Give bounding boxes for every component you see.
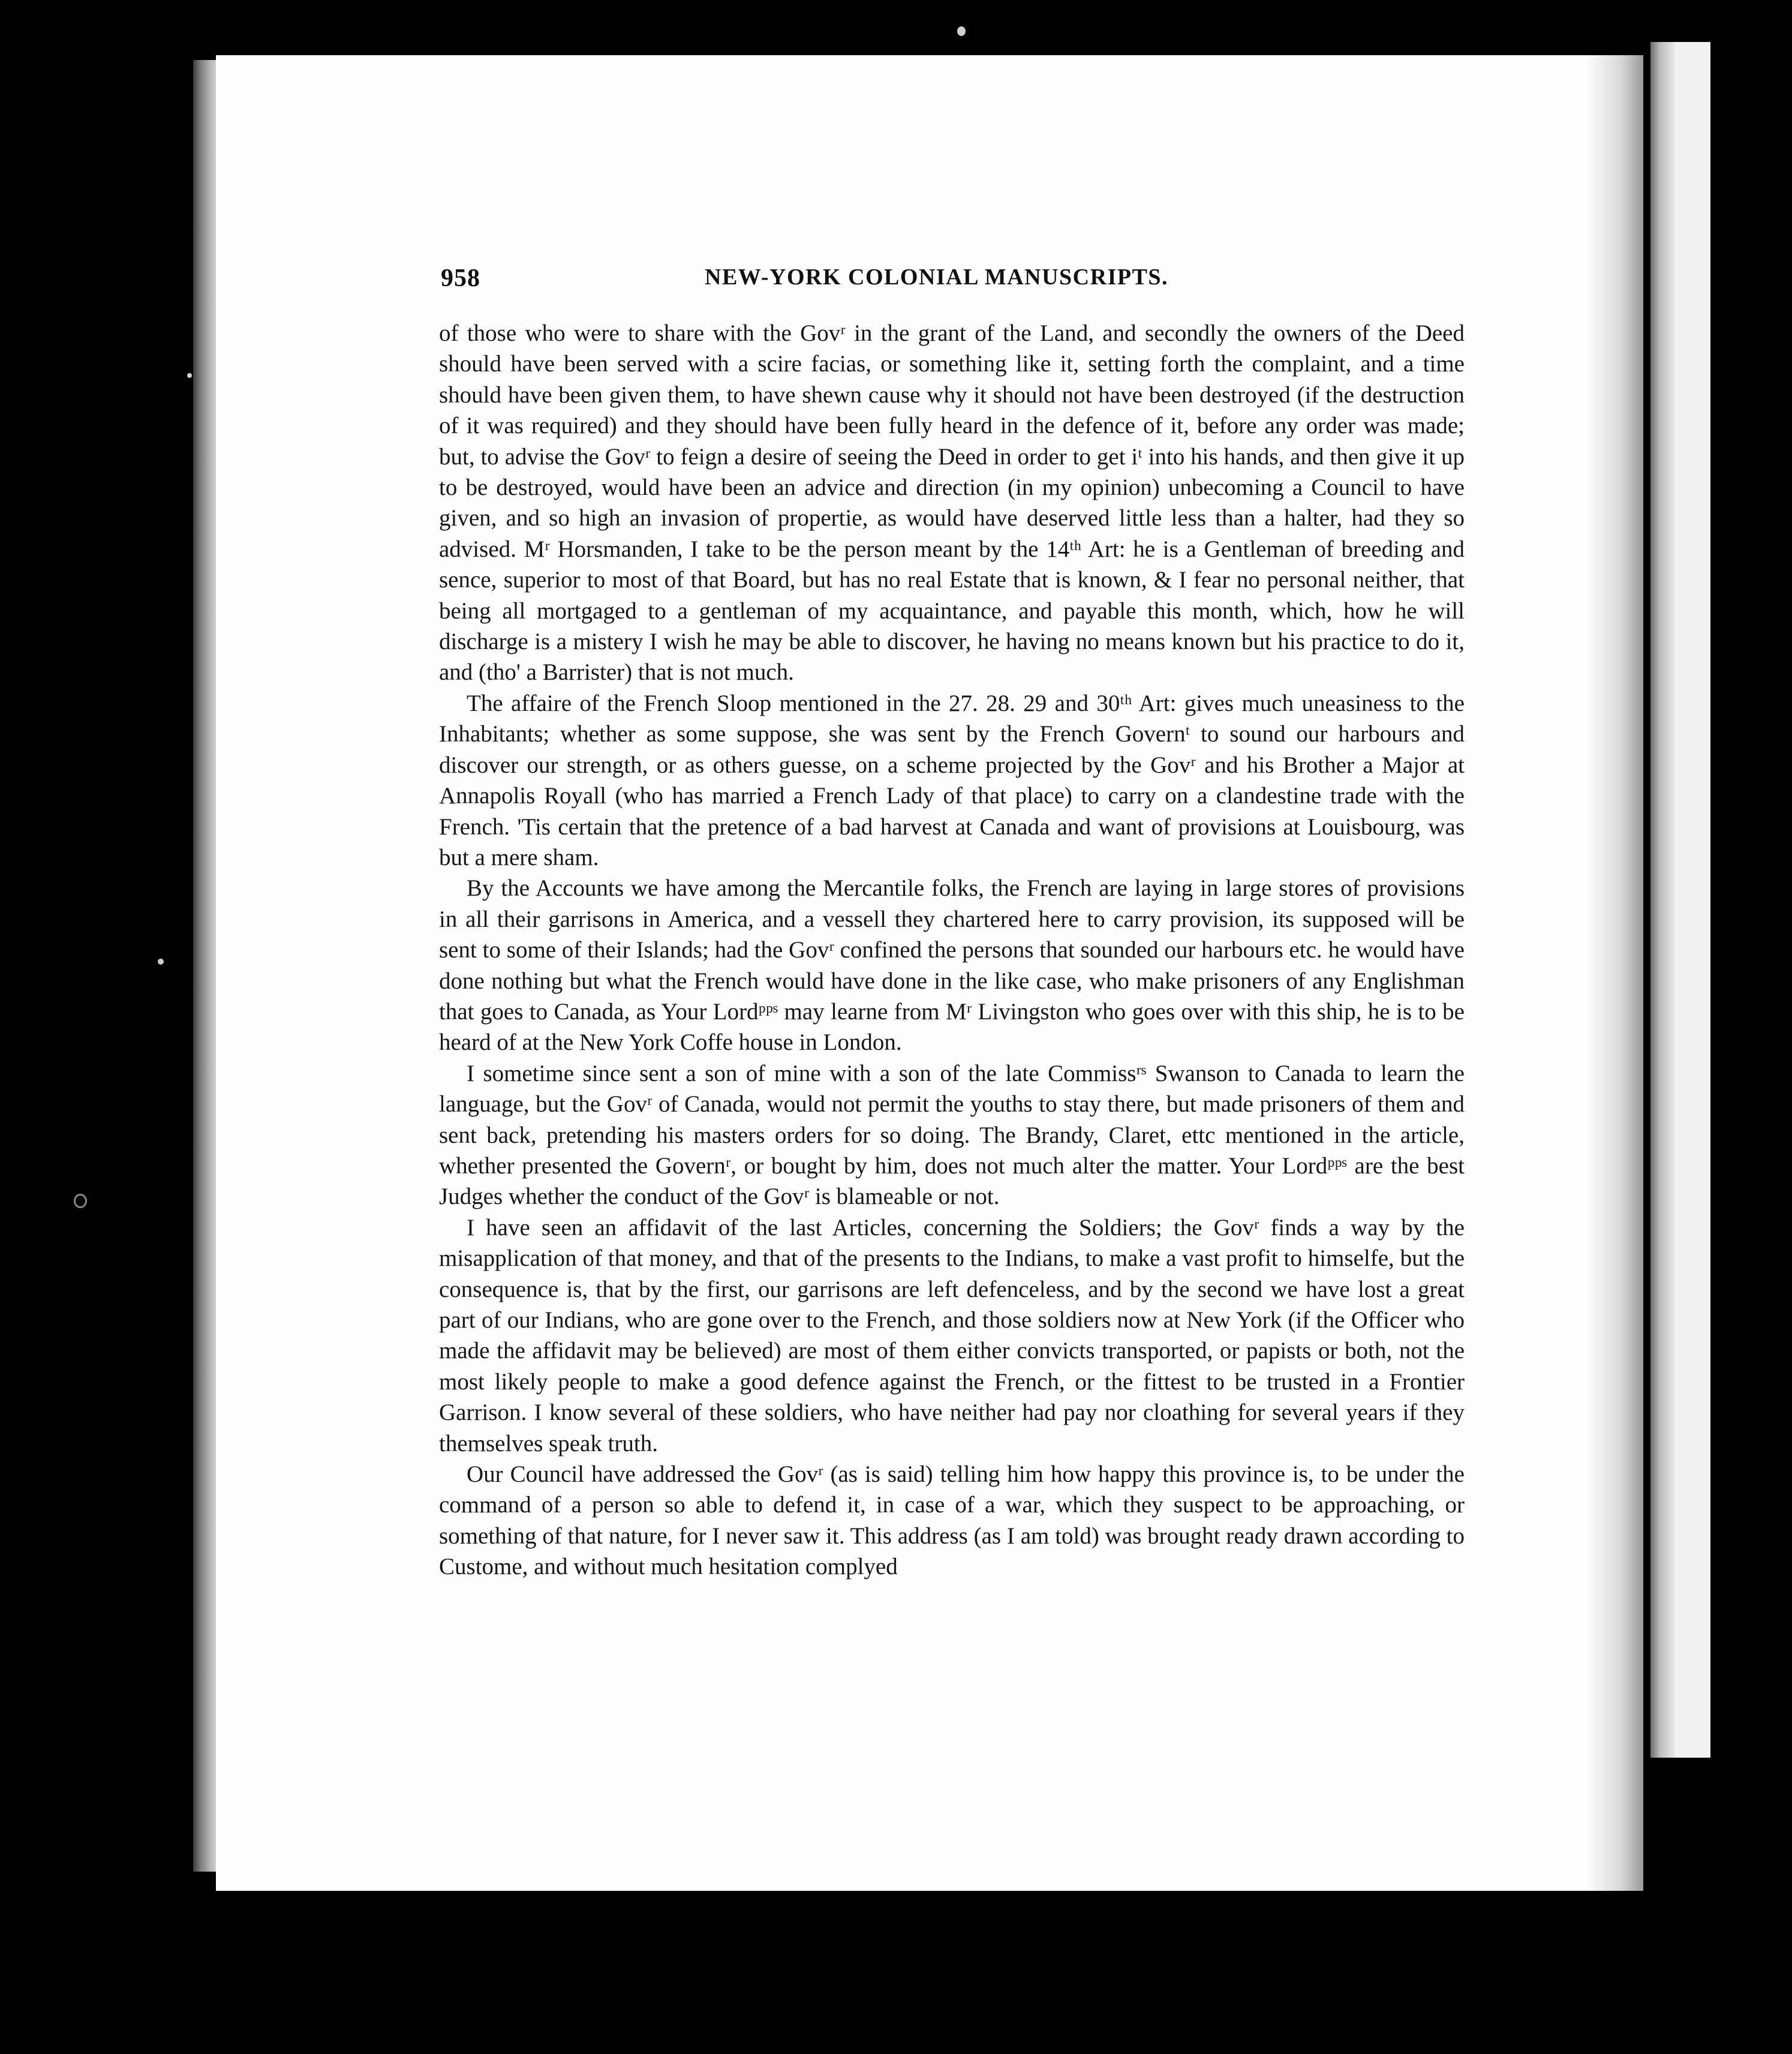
paragraph: I have seen an affidavit of the last Articles, concerning the Soldiers; the Govʳ finds a way by the misapplication of that money, and that of the presents to the Indians, to make a vast profit to himselfe, but the consequence is, that by the first, our garrisons are left defenceless, and by the second we have lost a great part of our Indians, who are gone over to the French, and those soldiers now at New York (if the Officer who made the affidavit may be believed) are most of them either convicts transported, or papists or both, not the most likely people to make a good defence against the French, or the fittest to be trusted in a Frontier Garrison. I know several of these soldiers, who have neither had pay nor cloathing for several years if they themselves speak truth. [439,1214,1465,1457]
next-page-edge [1650,42,1674,1758]
running-title: NEW-YORK COLONIAL MANUSCRIPTS. [705,265,1169,290]
paragraph: Our Council have addressed the Govʳ (as is said) telling him how happy this province is, to be under the command of a person so able to defend it, in case of a war, which they suspect to be approaching, or something of that nature, for I never saw it. This address (as I am told) was brought ready drawn according to Custome, and without much hesitation complyed [439,1461,1465,1580]
paragraph: of those who were to share with the Govʳ in the grant of the Land, and secondly the owners of the Deed should have been served with a scire facias, or something like it, setting forth the complaint, and a time should have been given them, to have shewn cause why it should not have been destroyed (if the destruction of it was required) and they should have been fully heard in the defence of it, before any order was made; but, to advise the Govʳ to feign a desire of seeing the Deed in order to get iᵗ into his hands, and then give it up to be destroyed, would have been an advice and direction (in my opinion) unbecoming a Council to have given, and so high an invasion of propertie, as would have deserved little less than a halter, had they so advised. Mʳ Horsmanden, I take to be the person meant by the 14ᵗʰ Art: he is a Gentleman of breeding and sence, superior to most of that Board, but has no real Estate that is known, & I fear no personal neither, that being all mortgaged to a gentleman of my acquaintance, and payable this month, which, how he will discharge is a mistery I wish he may be able to discover, he having no means known but his practice to do it, and (tho' a Barrister) that is not much. [439,320,1465,686]
scan-speck [158,959,164,965]
body-text [439,318,1465,1582]
next-page-strip [1674,42,1710,1758]
scan-speck [74,1194,87,1208]
scan-speck [957,26,966,36]
page-number: 958 [441,265,480,292]
paragraph: I sometime since sent a son of mine with a son of the late Commissʳˢ Swanson to Canada to learn the language, but the Govʳ of Canada, would not permit the youths to stay there, but made prisoners of them and sent back, pretending his masters orders for so doing. The Brandy, Claret, ettc mentioned in the article, whether presented the Governʳ, or bought by him, does not much alter the matter. Your Lordᵖᵖˢ are the best Judges whether the conduct of the Govʳ is blameable or not. [439,1060,1465,1210]
paragraph: By the Accounts we have among the Mercantile folks, the French are laying in large stores of provisions in all their garrisons in America, and a vessell they chartered here to carry provision, its supposed will be sent to some of their Islands; had the Govʳ confined the persons that sounded our harbours etc. he would have done nothing but what the French would have done in the like case, who make prisoners of any Englishman that goes to Canada, as Your Lordᵖᵖˢ may learne from Mʳ Livingston who goes over with this ship, he is to be heard of at the New York Coffe house in London. [439,875,1465,1056]
page-right-shadow [1586,55,1643,1891]
page-header [441,264,1460,306]
scan-speck [187,373,192,378]
page-gutter-shadow [193,60,218,1872]
paragraph: The affaire of the French Sloop mentioned in the 27. 28. 29 and 30ᵗʰ Art: gives much uneasiness to the Inhabitants; whether as some suppose, she was sent by the French Governᵗ to sound our harbours and discover our strength, or as others guesse, on a scheme projected by the Govʳ and his Brother a Major at Annapolis Royall (who has married a French Lady of that place) to carry on a clandestine trade with the French. 'Tis certain that the pretence of a bad harvest at Canada and want of provisions at Louisbourg, was but a mere sham. [439,690,1465,870]
